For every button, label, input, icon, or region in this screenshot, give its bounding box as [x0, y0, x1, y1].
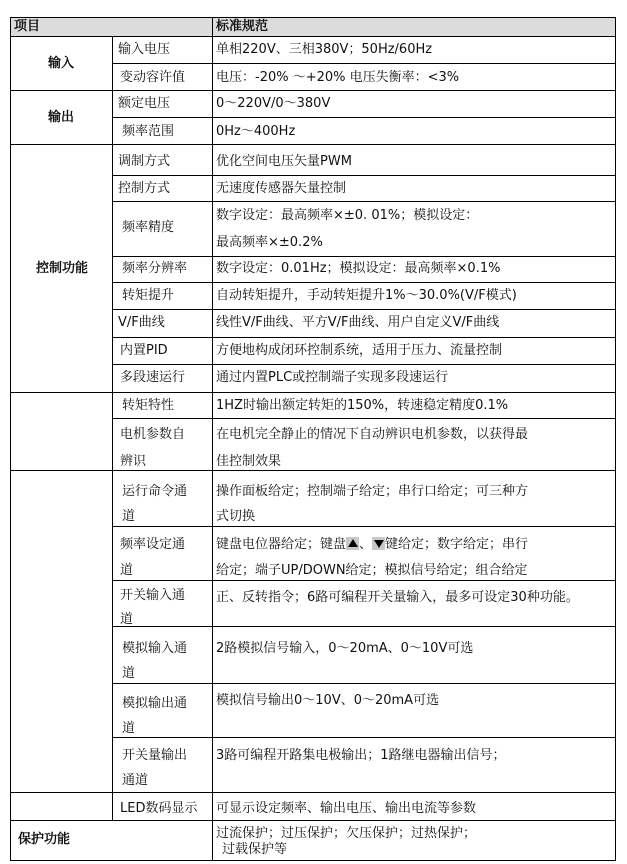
row-name: 模拟输入通	[122, 641, 188, 656]
row-divider	[112, 683, 616, 684]
row-name: 开关量输出	[122, 748, 188, 763]
section-divider-output	[10, 144, 616, 145]
row-spec: 通过内置PLC或控制端子实现多段速运行	[216, 370, 449, 385]
row-name: 通道	[122, 773, 149, 788]
header-background	[10, 18, 615, 36]
row-name: 调制方式	[118, 154, 171, 169]
row-spec: 过载保护等	[222, 842, 288, 857]
row-name: 模拟输出通	[122, 696, 188, 711]
row-spec: 数字设定：0.01Hz；模拟设定：最高频率×0.1%	[216, 261, 501, 276]
row-name: 频率范围	[122, 124, 175, 139]
row-spec: 3路可编程开路集电极输出；1路继电器输出信号；	[216, 748, 506, 763]
row-divider	[112, 337, 616, 338]
row-spec: 方便地构成闭环控制系统，适用于压力、流量控制	[216, 343, 503, 358]
row-name: 内置PID	[120, 343, 168, 358]
row-name: 频率精度	[122, 220, 175, 235]
row-name: 输入电压	[118, 42, 171, 57]
row-name: 频率分辨率	[122, 261, 188, 276]
row-name: 道	[120, 563, 134, 578]
row-spec: 线性V/F曲线、平方V/F曲线、用户自定义V/F曲线	[216, 315, 500, 330]
section-divider-2	[10, 470, 616, 471]
row-divider	[112, 626, 616, 627]
row-spec: 0Hz～400Hz	[216, 124, 296, 139]
row-spec: 优化空间电压矢量PWM	[216, 154, 352, 169]
row-spec: 可显示设定频率、输出电压、输出电流等参数	[216, 801, 477, 816]
row-divider	[112, 580, 616, 581]
row-name: 变动容许值	[120, 70, 186, 85]
row-spec: 自动转矩提升，手动转矩提升1%～30.0%(V/F模式)	[216, 288, 517, 303]
row-divider	[112, 309, 616, 310]
row-divider	[112, 117, 616, 118]
row-name: 道	[122, 666, 136, 681]
row-divider	[112, 201, 616, 202]
row-spec: 最高频率×±0.2%	[216, 235, 323, 250]
section-divider-4	[10, 820, 616, 821]
section-input: 输入	[48, 56, 75, 71]
row-name: 多段速运行	[120, 370, 186, 385]
row-spec: 操作面板给定；控制端子给定；串行口给定；可三种方	[216, 484, 529, 499]
row-divider	[112, 256, 616, 257]
row-name: 道	[122, 509, 136, 524]
row-divider	[112, 364, 616, 365]
section-divider-control	[10, 392, 616, 393]
row-name: 道	[120, 612, 134, 627]
section-output: 输出	[48, 110, 75, 125]
row-name: 频率设定通	[120, 537, 186, 552]
row-name: 开关输入通	[120, 588, 186, 603]
section-divider-input	[10, 90, 616, 91]
down-key-icon	[372, 537, 385, 550]
section-control: 控制功能	[36, 261, 89, 276]
section-divider-3	[10, 792, 616, 793]
row-spec: 模拟信号输出0～10V、0～20mA可选	[216, 693, 440, 708]
row-spec: 电压：-20% ～+20% 电压失衡率：<3%	[216, 70, 460, 85]
row-spec: 在电机完全静止的情况下自动辨识电机参数，以获得最	[216, 427, 529, 442]
row-divider	[112, 175, 616, 176]
row-spec: 单相220V、三相380V；50Hz/60Hz	[216, 42, 433, 57]
row-spec: 2路模拟信号输入，0～20mA、0～10V可选	[216, 641, 474, 656]
header-item: 项目	[14, 19, 41, 34]
row-name: 额定电压	[118, 96, 171, 111]
table-border-top	[10, 17, 616, 18]
up-key-icon	[346, 537, 359, 550]
row-name: V/F曲线	[118, 315, 165, 330]
row-divider	[112, 63, 616, 64]
section-protect: 保护功能	[18, 832, 71, 847]
row-divider	[112, 418, 616, 419]
row-spec: 无速度传感器矢量控制	[216, 181, 347, 196]
row-divider	[112, 526, 616, 527]
column-divider-2	[212, 17, 213, 820]
row-spec: 正、反转指令；6路可编程开关量输入，最多可设定30种功能。	[216, 590, 579, 605]
row-divider	[112, 282, 616, 283]
row-spec: 1HZ时输出额定转矩的150%，转速稳定精度0.1%	[216, 398, 509, 413]
header-spec: 标准规范	[216, 19, 269, 34]
table-border-bottom	[10, 860, 616, 861]
header-divider	[10, 36, 616, 37]
row-spec: 给定；端子UP/DOWN给定；模拟信号给定；组合给定	[216, 563, 528, 578]
row-name: 转矩提升	[122, 288, 175, 303]
row-name: 转矩特性	[122, 398, 175, 413]
row-name: 运行命令通	[122, 484, 188, 499]
row-spec: 佳控制效果	[216, 454, 282, 469]
row-spec: 键盘电位器给定；键盘 、 键给定；数字给定；串行	[216, 537, 529, 552]
row-name: 道	[122, 721, 136, 736]
row-spec: 数字设定：最高频率×±0. 01%；模拟设定：	[216, 208, 479, 223]
table-border-left	[10, 17, 11, 861]
row-divider	[112, 737, 616, 738]
column-divider-1	[112, 36, 113, 820]
row-name: 辨识	[120, 454, 147, 469]
table-border-right	[615, 17, 616, 861]
column-divider-2-bottom	[212, 820, 213, 860]
row-name: LED数码显示	[120, 801, 198, 816]
row-spec: 过流保护；过压保护；欠压保护；过热保护；	[216, 826, 477, 841]
row-name: 电机参数自	[120, 427, 186, 442]
row-spec: 0～220V/0～380V	[216, 96, 331, 111]
row-name: 控制方式	[118, 181, 171, 196]
row-spec: 式切换	[216, 509, 256, 524]
